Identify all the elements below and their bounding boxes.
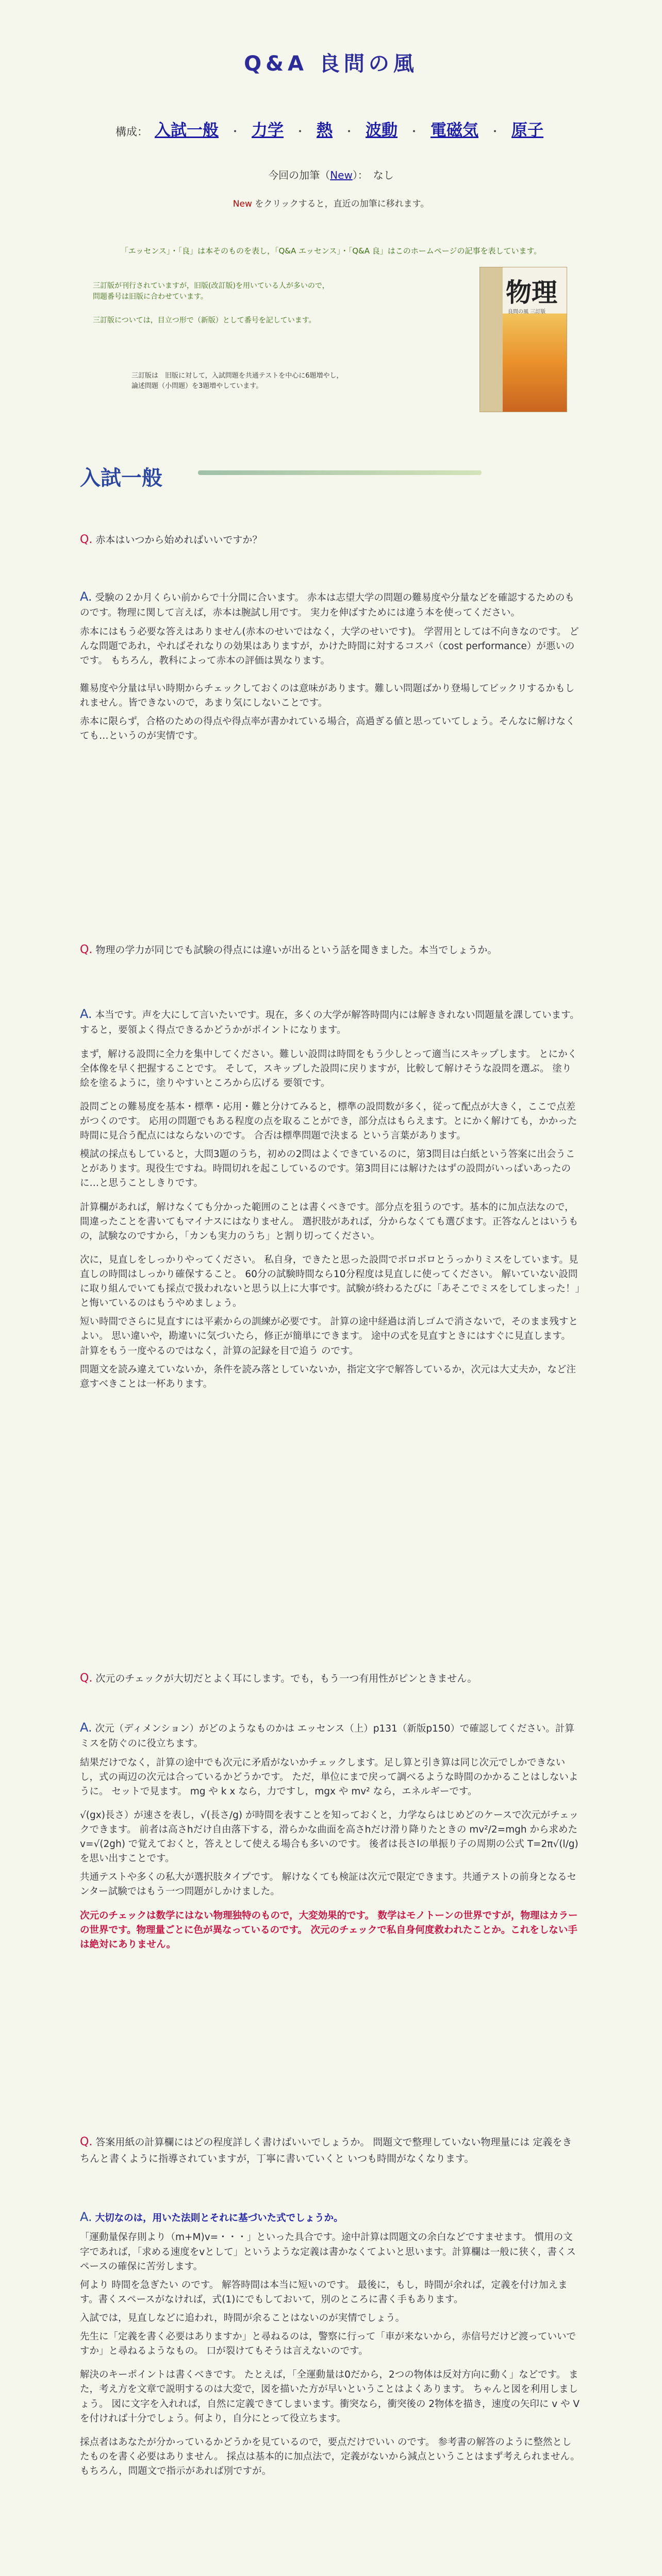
- a-marker: A.: [80, 1720, 92, 1735]
- update-prefix: 今回の加筆（: [268, 169, 330, 181]
- nav-link-nyushi[interactable]: 入試一般: [154, 121, 219, 140]
- nav-separator: ・: [294, 126, 306, 139]
- revision-note-line: 論述問題（小問題）を3題増やしています。: [131, 382, 263, 391]
- new-note: [0, 196, 662, 209]
- question-2: [80, 941, 580, 959]
- q-marker: Q.: [80, 2136, 93, 2148]
- nav-link-genshi[interactable]: 原子: [511, 121, 544, 140]
- edition-note-1: [93, 281, 329, 302]
- new-link[interactable]: New: [330, 169, 353, 181]
- a-marker: A.: [80, 1007, 92, 1021]
- revision-note: [131, 371, 343, 392]
- question-text: 物理の学力が同じでも試験の得点には違いが出るという話を聞きました。本当でしょうか。: [95, 944, 498, 956]
- revision-note-line: 三訂版は 旧版に対して，入試問題を共通テストを中心に6題増やし，: [131, 372, 343, 380]
- answer-2: [80, 1005, 580, 1396]
- answer-paragraph: √(gx)長さ）が速さを表し，√(長さ/g) が時間を表すことを知っておくと，力学ならはじめどのケースで次元がチェックできます。 前者は高さhだけ自由落下する，滑らかな曲面を高さhだけ滑り降りたときの mv²/2=mgh から求めた v=√(2gh) で覚えておくと，答えとして使える場合も多いのです。 後者は長さlの単振り子の周期の公式 T=2π√(l/g) を思い出すことです。: [80, 1809, 579, 1865]
- nav-link-rikigaku[interactable]: 力学: [251, 121, 284, 140]
- section-heading: 入試一般: [80, 466, 162, 490]
- question-text: 次元のチェックが大切だとよく耳にします。でも，もう一つ有用性がピンときません。: [95, 1673, 477, 1684]
- answer-paragraph: 大切なのは，用いた法則とそれに基づいた式でしょうか。: [95, 2213, 343, 2224]
- question-text: 答案用紙の計算欄にはどの程度詳しく書けばいいでしょうか。 問題文で整理していない物理量には 定義をきちんと書くように指導されていますが，丁寧に書いていくと いつも時間がなくなります。: [80, 2137, 572, 2165]
- book-spine: [480, 267, 503, 412]
- book-cover-image: [479, 267, 567, 412]
- answer-paragraph: 赤本にはもう必要な答えはありません(赤本のせいではなく，大学のせいです)。 学習用としては不向きなのです。 どんな問題であれ，やればそれなりの効果はありますが，かけた時間に対するコスパ（cost performance）が悪いのです。 もちろん，教科によって赤本の評価は異なります。: [80, 626, 579, 666]
- answer-paragraph: 解決のキーポイントは書くべきです。 たとえば，「全運動量は0だから，2つの物体は反対方向に動く」などです。 また，考え方を文章で説明するのは大変で，図を描いた方が早いということはよくあります。 ちゃんと図を利用しましょう。 図に文字を入れれば，自然に定義できてしまいます。衝突なら，衝突後の 2物体を描き，速度の矢印に v や V を付ければ十分でしょう。何より，自分にとって役立ちます。: [80, 2369, 580, 2424]
- section-underline: [198, 470, 482, 475]
- book-title: 物理: [506, 277, 557, 308]
- answer-paragraph: 設問ごとの難易度を基本・標準・応用・難と分けてみると，標準の設問数が多く，従って配点が大きく，ここで点差がつくのです。 応用の問題でもある程度の点を取ることができ，部分点はもらえます。とにかく解けても，かかった時間に見合う配点にはならないのです。 合否は標準問題で決まる という言葉があります。: [80, 1101, 577, 1142]
- answer-paragraph: 受験の２か月くらい前からで十分間に合います。 赤本は志望大学の問題の難易度や分量などを確認するためのものです。物理に関して言えば，赤本は腕試し用です。 実力を伸ばすためには違う本を使ってください。: [80, 592, 574, 619]
- nav-separator: ・: [489, 126, 501, 139]
- answer-paragraph: 結果だけでなく，計算の途中でも次元に矛盾がないかチェックします。足し算と引き算は同じ次元でしかできないし，式の両辺の次元は合っているかどうかです。 ただ，単位にまで戻って調べるような時間のかかることはしないように。 セットで見ます。 mg や k x なら，力ですし，mgx や mv² なら，エネルギーです。: [80, 1757, 578, 1797]
- new-note-text: をクリックすると，直近の加筆に移れます。: [255, 199, 429, 209]
- answer-3: [80, 1718, 580, 1956]
- question-4: [80, 2133, 580, 2167]
- nav-bar: [0, 117, 662, 140]
- answer-paragraph: 次元（ディメンション）がどのようなものかは エッセンス（上）p131（新版p150）で確認してください。計算ミスを防ぐのに役立ちます。: [80, 1723, 574, 1750]
- page-title: Q&A 良問の風: [244, 52, 418, 76]
- answer-paragraph: 赤本に限らず，合格のための得点や得点率が書かれている場合，高過ぎる値と思っていてしょう。そんなに解けなくても…というのが実情です。: [80, 716, 575, 742]
- nav-label: 構成：: [115, 126, 148, 138]
- q-marker: Q.: [80, 533, 93, 546]
- essence-note: 「エッセンス」・「良」は本そのものを表し，「Q&A エッセンス」・「Q&A 良」はこのホームページの記事を表しています。: [120, 246, 542, 256]
- edition-note-line: 三訂版が刊行されていますが，旧版(改訂版)を用いている人が多いので，: [93, 282, 329, 290]
- answer-paragraph: 先生に「定義を書く必要はありますか」と尋ねるのは，警察に行って「車が来ないから，赤信号だけど渡っていいですか」と尋ねるようなもの。 口が裂けてもそうは言えないのです。: [80, 2331, 576, 2357]
- nav-separator: ・: [343, 126, 355, 139]
- book-subtitle: 良問の風 三訂版: [508, 309, 546, 315]
- answer-paragraph: 本当です。声を大にして言いたいです。現在，多くの大学が解答時間内には解ききれない問題量を課しています。すると，要領よく得点できるかどうかがポイントになります。: [80, 1010, 580, 1036]
- answer-paragraph: 次に，見直しをしっかりやってください。 私自身，できたと思った設問でボロボロとうっかりミスをしています。見直しの時間はしっかり確保すること。 60分の試験時間なら10分程度は見直しに使ってください。 解いていない設問に取り組んでいても採点で扱われないと思う以上に大事です。試験が終わるたびに「あそこでミスをしてしまった！」と悔いているのはもうやめましょう。: [80, 1254, 580, 1309]
- answer-4: [80, 2208, 580, 2483]
- answer-paragraph: 入試では，見直しなどに追われ，時間が余ることはないのが実情でしょう。: [80, 2313, 405, 2324]
- nav-separator: ・: [408, 126, 420, 139]
- a-marker: A.: [80, 589, 92, 604]
- nav-link-hado[interactable]: 波動: [366, 121, 398, 140]
- q-marker: Q.: [80, 943, 93, 956]
- edition-note-line: 問題番号は旧版に合わせています。: [93, 293, 208, 301]
- answer-1: [80, 587, 580, 748]
- a-marker: A.: [80, 2210, 92, 2224]
- nav-link-denjiki[interactable]: 電磁気: [431, 121, 479, 140]
- answer-paragraph: 何より 時間を急ぎたい のです。 解答時間は本当に短いのです。 最後に，もし，時間が余れば，定義を付け加えます。書くスペースがなければ，式(1)にでもしておいて，別のところに書く手もあります。: [80, 2279, 568, 2305]
- nav-link-netsu[interactable]: 熱: [316, 121, 333, 140]
- update-suffix: ）： なし: [352, 169, 394, 181]
- nav-separator: ・: [229, 126, 241, 139]
- answer-paragraph: 共通テストや多くの私大が選択肢タイプです。 解けなくても検証は次元で限定できます。共通テストの前身となるセンター試験ではもう一つ問題がしかけました。: [80, 1872, 577, 1897]
- question-text: 赤本はいつから始めればいいですか？: [95, 534, 262, 546]
- answer-paragraph: 短い時間でさらに見直すには平素からの訓練が必要です。 計算の途中経過は消しゴムで消さないで，そのまま残すとよい。 思い違いや，勘違いに気づいたら，修正が簡単にできます。 途中の式を見直すときにはすぐに見直します。 計算をもう一度やるのではなく，計算の記録を目で追う のです。: [80, 1316, 578, 1357]
- update-line: [0, 167, 662, 182]
- answer-paragraph: 問題文を読み違えていないか，条件を読み落としていないか，指定文字で解答しているか，次元は大丈夫か，など注意すべきことは一杯あります。: [80, 1364, 576, 1389]
- q-marker: Q.: [80, 1672, 93, 1685]
- new-label[interactable]: New: [233, 199, 252, 209]
- answer-paragraph: 計算欄があれば，解けなくても分かった範囲のことは書くべきです。部分点を狙うのです。基本的に加点法なので，間違ったことを書いてもマイナスにはなりません。 選択肢があれば，分からなくても選びます。正答なんとはいうもの，試験なのですから，「カンも実力のうち」と割り切ってください。: [80, 1201, 578, 1242]
- edition-note-2: 三訂版については，目立つ形で（新版）として番号を記しています。: [93, 316, 316, 325]
- question-1: [80, 531, 580, 549]
- question-3: [80, 1669, 580, 1687]
- answer-paragraph: 難易度や分量は早い時期からチェックしておくのは意味があります。難しい問題ばかり登場してビックリするかもしれません。皆できないので，あまり気にしないことです。: [80, 683, 575, 709]
- answer-paragraph: 模試の採点もしていると，大問3題のうち，初めの2問はよくできているのに，第3問目は白紙という答案に出会うことがあります。現役生ですね。時間切れを起こしているのです。第3問目には解けたはずの設問がいっぱいあったのに…と思うことしきりです。: [80, 1149, 575, 1189]
- answer-paragraph: 次元のチェックは数学にはない物理独特のもので，大変効果的です。 数学はモノトーンの世界ですが，物理はカラーの世界です。物理量ごとに色が異なっているのです。 次元のチェックで私自身何度救われたことか。これをしない手は絶対にありません。: [80, 1910, 578, 1950]
- answer-paragraph: まず，解ける設問に全力を集中してください。難しい設問は時間をもう少しとって適当にスキップします。 とにかく全体像を早く把握することです。 そして，スキップした設問に戻りますが，比較して解けそうな設問を選ぶ。 塗り絵を塗るように，塗りやすいところから広げる 要領です。: [80, 1048, 577, 1089]
- answer-paragraph: 「運動量保存則より（m+M)v=・・・」といった具合です。途中計算は問題文の余白などですませます。 慣用の文字であれば，「求める速度をvとして」というような定義は書かなくてよいと思います。計算欄は一般に狭く，書くスペースの確保に苦労します。: [80, 2232, 576, 2272]
- answer-paragraph: 採点者はあなたが分かっているかどうかを見ているので，要点だけでいい のです。 参考書の解答のように整然としたものを書く必要はありません。 採点は基本的に加点法で，定義がないから減点ということはまず考えられません。もちろん，問題文で指示があれば別ですが。: [80, 2436, 580, 2477]
